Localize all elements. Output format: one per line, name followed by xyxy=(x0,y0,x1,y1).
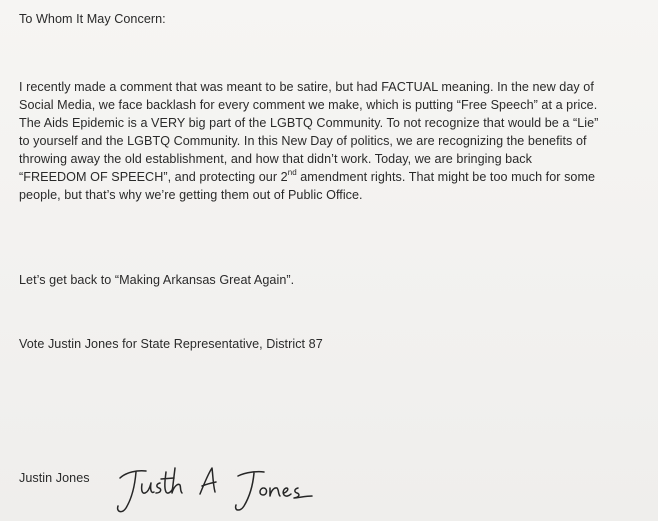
printed-name: Justin Jones xyxy=(19,471,90,485)
body-line-7: people, but that’s why we’re getting them out of Public Office. xyxy=(19,188,363,202)
body-line-2: Social Media, we face backlash for every comment we make, which is putting “Free Speech” at a price. xyxy=(19,98,598,112)
body-line-5: throwing away the old establishment, and how that didn’t work. Today, we are bringing back xyxy=(19,152,532,166)
body-line-6-start: “FREEDOM OF SPEECH”, and protecting our 2 xyxy=(19,170,288,184)
ordinal-superscript: nd xyxy=(287,167,297,177)
body-line-6 xyxy=(19,168,598,186)
body-line-6-end: amendment rights. That might be too much for some xyxy=(296,170,596,184)
salutation: To Whom It May Concern: xyxy=(19,12,166,26)
handwritten-signature xyxy=(112,454,322,518)
body-paragraph xyxy=(19,78,598,204)
vote-line: Vote Justin Jones for State Representative, District 87 xyxy=(19,337,323,351)
body-line-1: I recently made a comment that was meant to be satire, but had FACTUAL meaning. In the new day of xyxy=(19,80,594,94)
body-line-4: to yourself and the LGBTQ Community. In this New Day of politics, we are recognizing the benefits of xyxy=(19,134,587,148)
body-line-3: The Aids Epidemic is a VERY big part of the LGBTQ Community. To not recognize that would be a “Lie” xyxy=(19,116,599,130)
slogan-line: Let’s get back to “Making Arkansas Great Again”. xyxy=(19,273,295,287)
